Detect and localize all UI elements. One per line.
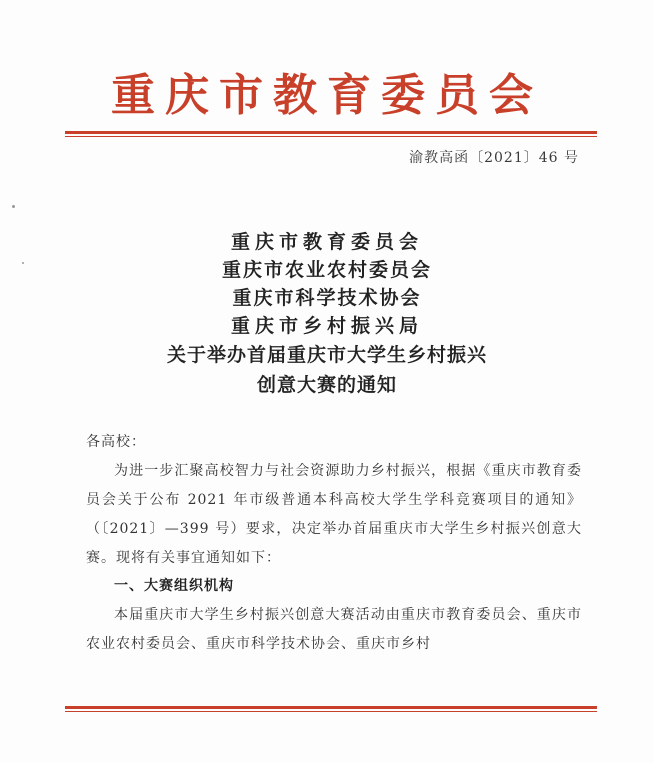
- section-heading-organization: 一、大赛组织机构: [114, 578, 234, 594]
- issuer-education-commission: 重庆市教育委员会: [230, 231, 423, 253]
- footer-red-rule: [65, 706, 597, 709]
- issuer-science-association: 重庆市科学技术协会: [232, 287, 422, 309]
- footer-red-rule-thin: [65, 711, 597, 712]
- issuer-block: [0, 228, 654, 400]
- notice-title-line-2: 创意大赛的通知: [256, 374, 397, 396]
- body-paragraph-2: 本届重庆市大学生乡村振兴创意大赛活动由重庆市教育委员会、重庆市农业农村委员会、重庆市科学技术协会、重庆市乡村: [86, 607, 582, 652]
- scan-speck: [12, 205, 15, 208]
- letterhead-title: 重庆市教育委员会: [111, 70, 543, 121]
- scan-speck: [22, 262, 24, 264]
- salutation: 各高校：: [86, 434, 146, 450]
- issuer-agriculture-commission: 重庆市农业农村委员会: [221, 259, 432, 281]
- letterhead-red-rule-thin: [65, 136, 597, 137]
- issuer-rural-revitalization-bureau: 重庆市乡村振兴局: [230, 315, 423, 337]
- document-number: 渝教高函〔2021〕46 号: [409, 150, 579, 166]
- letterhead-red-rule: [65, 131, 597, 134]
- body-paragraph-1: 为进一步汇聚高校智力与社会资源助力乡村振兴，根据《重庆市教育委员会关于公布 2021 年市级普通本科高校大学生学科竞赛项目的通知》（〔2021〕—399 号）要求，决定举办首届重庆市大学生乡村振兴创意大赛。现将有关事宜通知如下：: [86, 463, 582, 566]
- notice-title-line-1: 关于举办首届重庆市大学生乡村振兴: [166, 344, 487, 366]
